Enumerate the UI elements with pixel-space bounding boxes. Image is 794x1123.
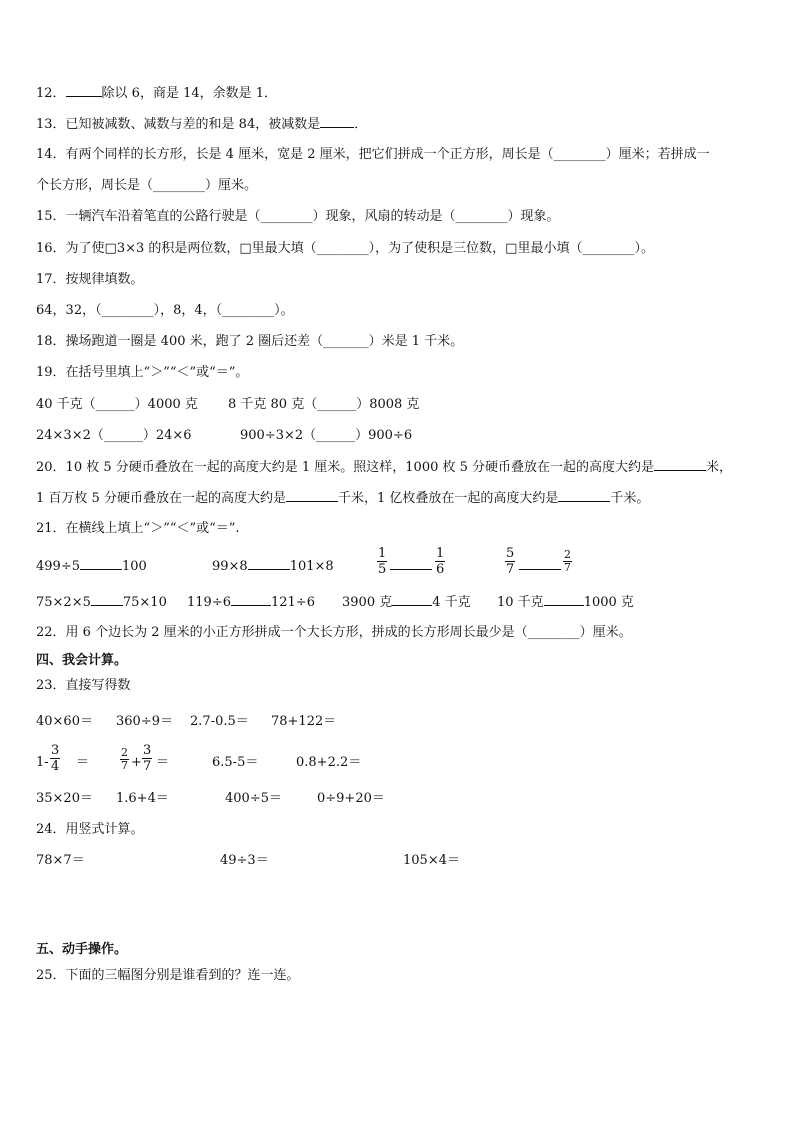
fraction-2-7: 2 7 bbox=[121, 746, 128, 772]
fraction-1-6: 1 6 bbox=[436, 546, 445, 577]
q19-item-4: 900÷3×2（______）900÷6 bbox=[240, 428, 413, 443]
question-17-sequence: 64，32，（________），8，4，（________）。 bbox=[36, 303, 294, 318]
q23-item: 360÷9＝ bbox=[116, 714, 173, 729]
fraction-3-7: 3 7 bbox=[143, 743, 152, 774]
q23-item: 0÷9+20＝ bbox=[317, 791, 385, 806]
q23-item: 78+122＝ bbox=[271, 714, 337, 729]
answer-blank bbox=[558, 489, 610, 502]
question-25: 25．下面的三幅图分别是谁看到的？连一连。 bbox=[36, 968, 300, 983]
question-22: 22．用 6 个边长为 2 厘米的小正方形拼成一个大长方形，拼成的长方形周长最少是（________）厘米。 bbox=[36, 625, 632, 640]
fraction-2-7: 2 7 bbox=[564, 548, 571, 574]
fraction-5-7: 5 7 bbox=[506, 546, 515, 577]
q23-item: 6.5-5＝ bbox=[212, 755, 259, 770]
q21-item-4: 119÷6 121÷6 bbox=[187, 595, 315, 610]
answer-blank bbox=[392, 593, 432, 606]
question-19: 19．在括号里填上“＞”“＜”或“＝”。 bbox=[36, 365, 249, 380]
question-23: 23．直接写得数 bbox=[36, 678, 131, 693]
question-18: 18．操场跑道一圈是 400 米，跑了 2 圈后还差（_______）米是 1 千米。 bbox=[36, 334, 464, 349]
q21-item-1: 499÷5 100 bbox=[36, 559, 147, 574]
answer-blank bbox=[390, 557, 432, 570]
answer-blank bbox=[654, 458, 706, 471]
question-21: 21．在横线上填上“＞”“＜”或“＝”. bbox=[36, 521, 240, 536]
question-24: 24．用竖式计算。 bbox=[36, 822, 144, 837]
answer-blank bbox=[286, 489, 338, 502]
q23-plus: + bbox=[131, 755, 142, 770]
answer-blank bbox=[91, 593, 123, 606]
question-13: 13．已知被减数、减数与差的和是 84，被减数是 ． bbox=[36, 117, 368, 132]
answer-blank bbox=[544, 593, 584, 606]
q24-item: 78×7＝ bbox=[36, 853, 85, 868]
fraction-3-4: 3 4 bbox=[51, 743, 60, 774]
q19-item-1: 40 千克（______）4000 克 bbox=[36, 397, 198, 412]
question-20-line2: 1 百万枚 5 分硬币叠放在一起的高度大约是 千米，1 亿枚叠放在一起的高度大约是 千米。 bbox=[36, 491, 650, 506]
q24-item: 105×4＝ bbox=[403, 853, 460, 868]
question-16: 16．为了使□3×3 的积是两位数，□里最大填（________），为了使积是三位数，□里最小填（________）。 bbox=[36, 241, 654, 256]
q21-item-6: 10 千克 1000 克 bbox=[497, 595, 634, 610]
answer-blank bbox=[248, 557, 290, 570]
q23-item: 1.6+4＝ bbox=[116, 791, 169, 806]
section-5-title: 五、动手操作。 bbox=[36, 942, 128, 957]
q23-item: 400÷5＝ bbox=[225, 791, 282, 806]
answer-blank bbox=[80, 557, 122, 570]
q23-item: 40×60＝ bbox=[36, 714, 93, 729]
question-14-line1: 14．有两个同样的长方形，长是 4 厘米，宽是 2 厘米，把它们拼成一个正方形，周长是（________）厘米；若拼成一 bbox=[36, 147, 710, 162]
answer-blank bbox=[519, 557, 561, 570]
q24-item: 49÷3＝ bbox=[220, 853, 269, 868]
answer-blank bbox=[66, 84, 102, 97]
q23-item: 2.7-0.5＝ bbox=[190, 714, 249, 729]
question-20-line1: 20．10 枚 5 分硬币叠放在一起的高度大约是 1 厘米。照这样，1000 枚 5 分硬币叠放在一起的高度大约是 米， bbox=[36, 460, 733, 475]
question-17: 17．按规律填数。 bbox=[36, 272, 144, 287]
q21-item-2: 99×8 101×8 bbox=[212, 559, 334, 574]
question-15: 15．一辆汽车沿着笔直的公路行驶是（________）现象，风扇的转动是（________）现象。 bbox=[36, 209, 560, 224]
question-14-line2: 个长方形，周长是（________）厘米。 bbox=[36, 178, 258, 193]
question-12: 12． 除以 6，商是 14，余数是 1． bbox=[36, 86, 278, 101]
q23-one-minus: 1- bbox=[36, 755, 49, 770]
answer-blank bbox=[231, 593, 271, 606]
fraction-1-5: 1 5 bbox=[378, 546, 387, 577]
q23-equals: ＝ bbox=[156, 755, 170, 770]
answer-blank bbox=[320, 115, 354, 128]
q23-item: 0.8+2.2＝ bbox=[296, 755, 362, 770]
q23-item: 35×20＝ bbox=[36, 791, 93, 806]
q19-item-3: 24×3×2（______）24×6 bbox=[36, 428, 192, 443]
section-4-title: 四、我会计算。 bbox=[36, 653, 128, 668]
q21-item-5: 3900 克 4 千克 bbox=[342, 595, 471, 610]
q19-item-2: 8 千克 80 克（______）8008 克 bbox=[228, 397, 420, 412]
q21-item-3: 75×2×5 75×10 bbox=[36, 595, 167, 610]
q23-equals: ＝ bbox=[76, 755, 90, 770]
